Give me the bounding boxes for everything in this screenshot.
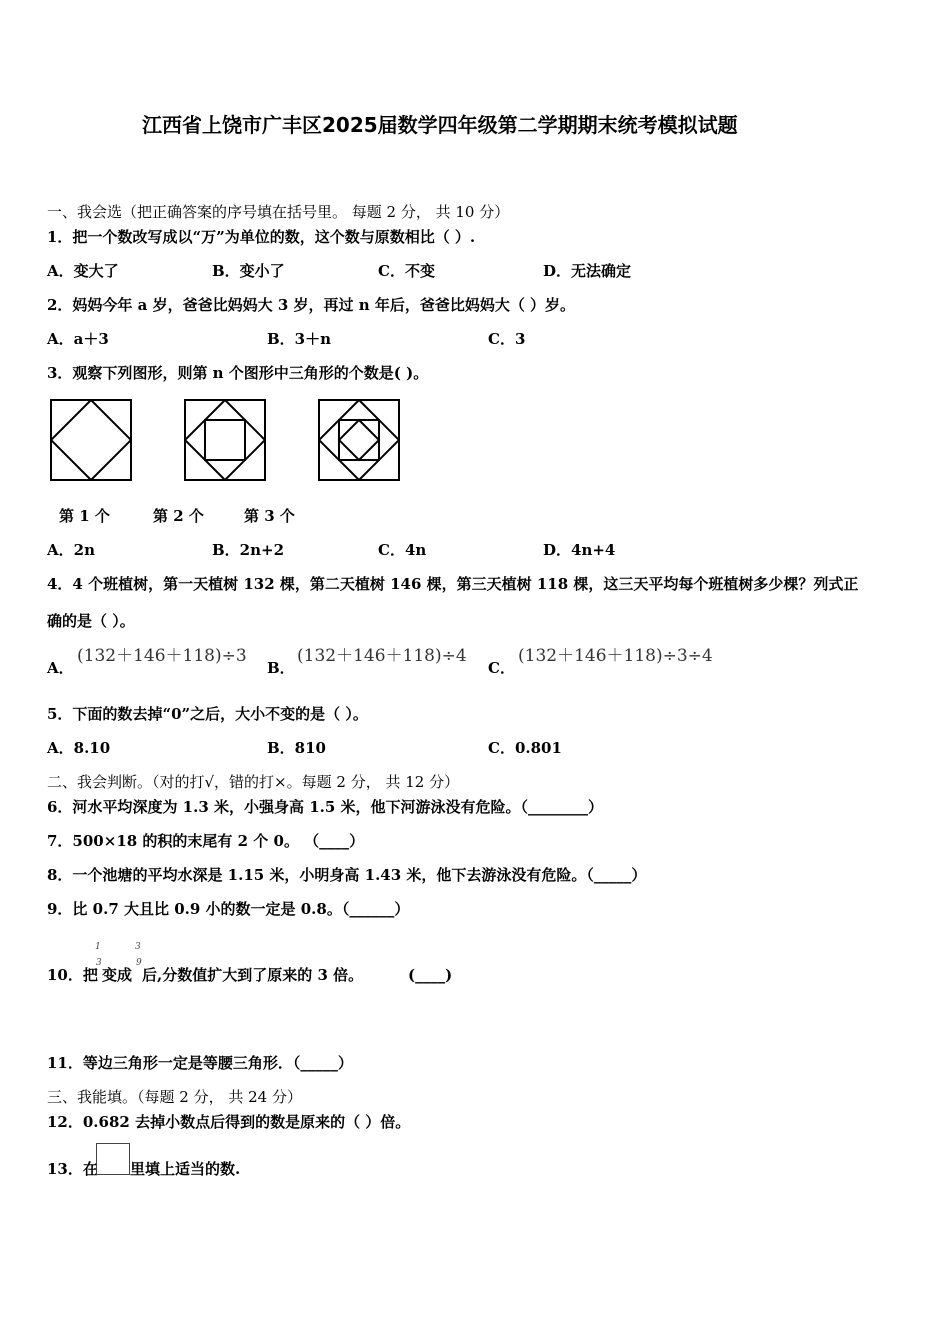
- question-2: 2．妈妈今年 a 岁，爸爸比妈妈大 3 岁，再过 n 年后，爸爸比妈妈大（ ）岁。: [47, 296, 576, 314]
- question-13-prefix: 13．在: [47, 1160, 98, 1178]
- q3-option-d[interactable]: D．4n+4: [543, 541, 616, 559]
- q1-option-b[interactable]: B．变小了: [212, 262, 285, 280]
- question-10-suffix: 后,分数值扩大到了原来的 3 倍。: [142, 966, 364, 984]
- figure-1-label: 第 1 个: [59, 507, 110, 525]
- fraction-1-denominator: 3: [96, 958, 102, 968]
- q1-option-d[interactable]: D．无法确定: [543, 262, 632, 280]
- q1-option-a[interactable]: A．变大了: [47, 262, 119, 280]
- fraction-2-denominator: 9: [136, 958, 142, 968]
- question-10-prefix: 10．把: [47, 966, 98, 984]
- q1-option-c[interactable]: C．不变: [378, 262, 435, 280]
- section-1-heading: 一、我会选（把正确答案的序号填在括号里。 每题 2 分， 共 10 分）: [47, 203, 510, 221]
- q3-option-c[interactable]: C．4n: [378, 541, 427, 559]
- q5-option-c[interactable]: C．0.801: [488, 739, 562, 757]
- q3-option-a[interactable]: A．2n: [47, 541, 95, 559]
- question-3: 3．观察下列图形，则第 n 个图形中三角形的个数是( )。: [47, 364, 429, 382]
- question-12: 12．0.682 去掉小数点后得到的数是原来的（ ）倍。: [47, 1113, 411, 1131]
- question-6: 6．河水平均深度为 1.3 米，小强身高 1.5 米，他下河游泳没有危险。（________）: [47, 798, 604, 816]
- answer-box[interactable]: [96, 1143, 130, 1175]
- q3-option-b[interactable]: B．2n+2: [212, 541, 285, 559]
- section-3-heading: 三、我能填。（每题 2 分， 共 24 分）: [47, 1088, 302, 1106]
- q4-option-c-expression: (132＋146＋118)÷3÷4: [518, 646, 713, 666]
- q4-option-c-letter[interactable]: C．: [488, 659, 515, 677]
- q5-option-a[interactable]: A．8.10: [47, 739, 111, 757]
- question-1: 1．把一个数改写成以“万”为单位的数，这个数与原数相比（ ）.: [47, 228, 476, 246]
- figure-1: [50, 399, 132, 481]
- question-10-middle: 变成: [102, 966, 133, 984]
- q2-option-c[interactable]: C．3: [488, 330, 526, 348]
- q4-option-a-letter[interactable]: A．: [47, 659, 74, 677]
- figure-2-label: 第 2 个: [153, 507, 204, 525]
- q4-option-a-expression: (132＋146＋118)÷3: [77, 646, 247, 666]
- question-4-line1: 4．4 个班植树，第一天植树 132 棵，第二天植树 146 棵，第三天植树 118 棵，这三天平均每个班植树多少棵？列式正: [47, 575, 859, 593]
- page-title: 江西省上饶市广丰区2025届数学四年级第二学期期末统考模拟试题: [142, 113, 738, 137]
- fraction-2-numerator: 3: [135, 942, 141, 952]
- figure-3: [318, 399, 400, 481]
- q2-option-a[interactable]: A．a＋3: [47, 330, 109, 348]
- figure-3-label: 第 3 个: [244, 507, 295, 525]
- q4-option-b-letter[interactable]: B．: [267, 659, 295, 677]
- question-5: 5．下面的数去掉“0”之后，大小不变的是（ ）。: [47, 705, 368, 723]
- question-4-line2: 确的是（ ）。: [47, 612, 135, 630]
- section-2-heading: 二、我会判断。（对的打√，错的打×。每题 2 分， 共 12 分）: [47, 773, 460, 791]
- question-11: 11．等边三角形一定是等腰三角形．（_____）: [47, 1054, 353, 1072]
- q5-option-b[interactable]: B．810: [267, 739, 326, 757]
- question-9: 9．比 0.7 大且比 0.9 小的数一定是 0.8。（______）: [47, 900, 410, 918]
- question-10-blank[interactable]: (____): [408, 966, 453, 984]
- question-13-suffix: 里填上适当的数.: [130, 1160, 241, 1178]
- figure-2: [184, 399, 266, 481]
- question-7: 7．500×18 的积的末尾有 2 个 0。 （____）: [47, 832, 365, 850]
- q4-option-b-expression: (132＋146＋118)÷4: [297, 646, 467, 666]
- fraction-1-numerator: 1: [95, 942, 101, 952]
- question-8: 8．一个池塘的平均水深是 1.15 米，小明身高 1.43 米，他下去游泳没有危险。（_____）: [47, 866, 647, 884]
- q2-option-b[interactable]: B．3＋n: [267, 330, 332, 348]
